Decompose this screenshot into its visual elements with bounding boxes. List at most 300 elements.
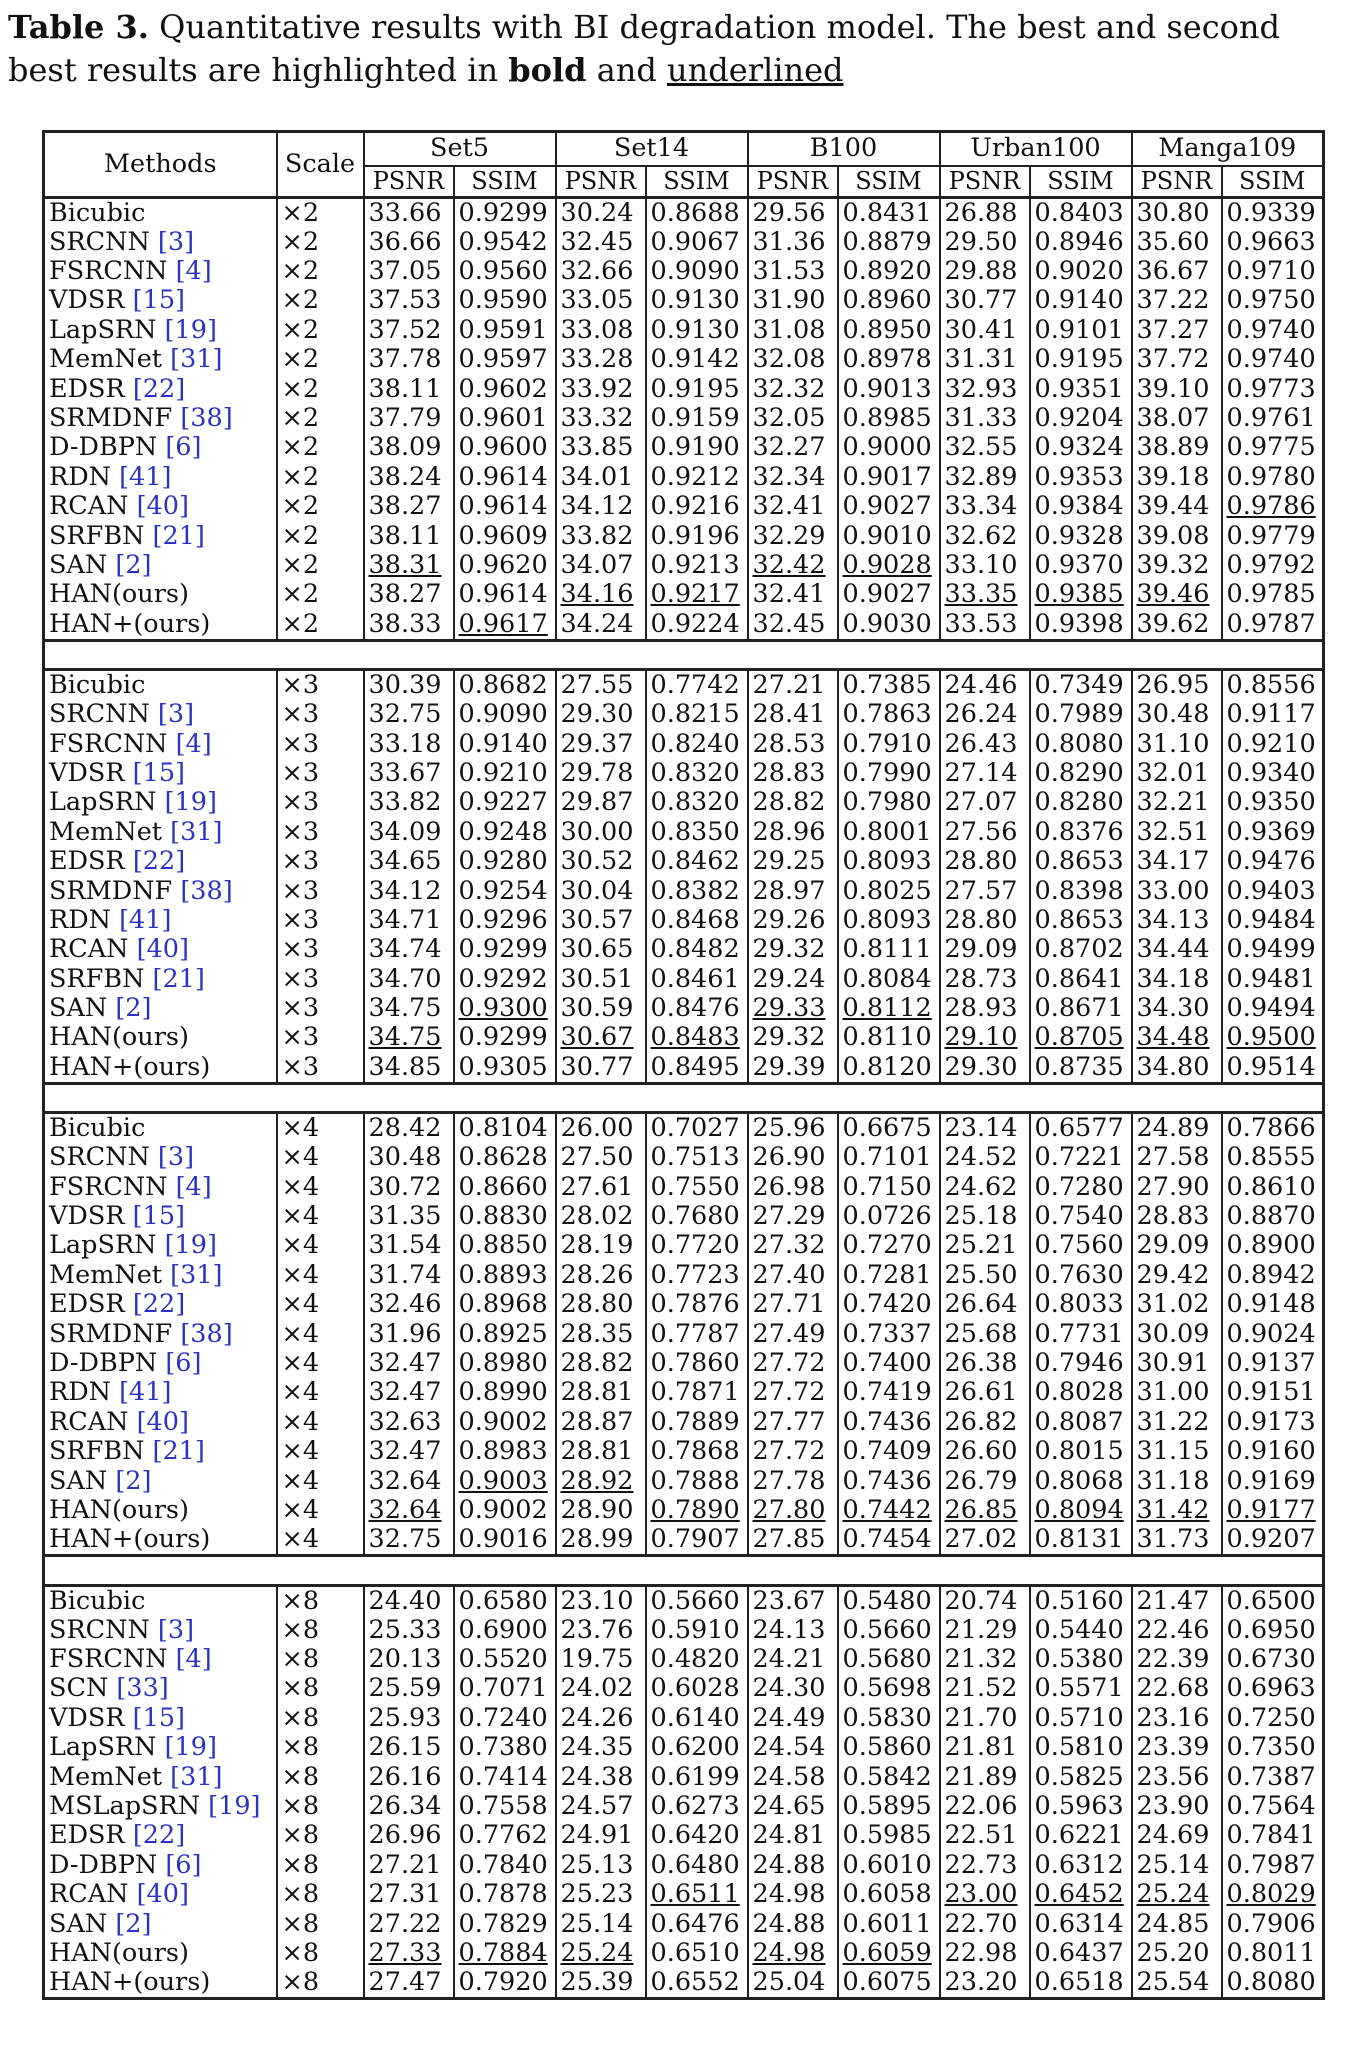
psnr-cell [748, 1113, 838, 1144]
cell-value: 0.7419 [842, 1378, 932, 1408]
psnr-cell [364, 1202, 454, 1231]
ssim-cell [1030, 580, 1132, 609]
cell-value: 0.9210 [458, 758, 548, 788]
method-name: SRMDNF [49, 876, 173, 906]
psnr-cell [940, 1437, 1030, 1466]
psnr-cell [940, 1172, 1030, 1201]
cell-value: 0.9597 [458, 345, 548, 375]
ssim-cell [646, 1909, 748, 1938]
psnr-cell [748, 551, 838, 580]
psnr-cell [748, 1408, 838, 1437]
cell-value: 0.6075 [842, 1968, 932, 1998]
citation-link[interactable]: [3] [157, 227, 195, 257]
psnr-cell [940, 374, 1030, 403]
ssim-cell [454, 1821, 556, 1850]
cell-value: 0.7380 [458, 1733, 548, 1763]
method-name: EDSR [49, 1821, 125, 1851]
cell-value: 31.42 [1136, 1495, 1210, 1525]
ssim-cell [646, 1113, 748, 1144]
cell-value: 21.89 [944, 1762, 1018, 1792]
psnr-cell [940, 1762, 1030, 1791]
cell-value: 24.88 [752, 1909, 826, 1939]
ssim-cell [838, 1349, 940, 1378]
cell-value: 0.5710 [1034, 1703, 1124, 1733]
cell-value: 28.90 [560, 1495, 634, 1525]
cell-value: 0.8641 [1034, 964, 1124, 994]
citation-link[interactable]: [19] [164, 1733, 217, 1763]
cell-value: 0.6312 [1034, 1850, 1124, 1880]
table-row [44, 1023, 1324, 1052]
psnr-cell [748, 935, 838, 964]
ssim-cell [1222, 1645, 1324, 1674]
cell-value: 28.96 [752, 817, 826, 847]
psnr-cell [556, 374, 646, 403]
psnr-cell [748, 700, 838, 729]
ssim-cell [454, 818, 556, 847]
psnr-cell [940, 1968, 1030, 1999]
citation-link[interactable]: [40] [136, 1407, 189, 1437]
ssim-cell [1030, 1053, 1132, 1084]
cell-value: 34.71 [368, 905, 442, 935]
psnr-cell [1132, 1674, 1222, 1703]
method-cell [44, 700, 277, 729]
citation-link[interactable]: [2] [115, 1466, 152, 1496]
psnr-cell [748, 316, 838, 345]
ssim-cell [838, 257, 940, 286]
citation-link[interactable]: [31] [170, 1762, 223, 1792]
citation-link[interactable]: [19] [208, 1791, 261, 1822]
psnr-cell [748, 1585, 838, 1616]
cell-value: 32.34 [752, 462, 826, 492]
cell-value: 0.9499 [1226, 935, 1316, 965]
table-caption [8, 6, 1353, 92]
psnr-cell [556, 1231, 646, 1260]
citation-link[interactable]: [4] [175, 1644, 212, 1675]
scale-cell: ×4 [277, 1172, 364, 1201]
ssim-cell [838, 1466, 940, 1495]
psnr-cell [940, 1113, 1030, 1144]
cell-value: 23.76 [560, 1615, 634, 1645]
psnr-cell [748, 1704, 838, 1733]
spacer-cell [44, 1556, 1324, 1585]
method-cell [44, 492, 277, 521]
cell-value: 0.8462 [650, 846, 740, 877]
citation-link[interactable]: [15] [132, 1703, 185, 1733]
citation-link[interactable]: [41] [119, 1378, 172, 1408]
cell-value: 0.5910 [650, 1615, 740, 1645]
citation-link[interactable]: [15] [132, 1201, 185, 1232]
psnr-cell [1132, 1792, 1222, 1821]
cell-value: 0.9002 [458, 1495, 548, 1525]
ssim-cell [1030, 876, 1132, 905]
cell-value: 0.7400 [842, 1348, 932, 1378]
citation-link[interactable]: [4] [175, 1172, 212, 1202]
citation-link[interactable]: [38] [180, 876, 233, 906]
ssim-cell [646, 1525, 748, 1556]
method-cell [44, 788, 277, 817]
ssim-cell [1222, 1880, 1324, 1909]
cell-value: 0.9130 [650, 286, 740, 316]
ssim-cell [454, 700, 556, 729]
citation-link[interactable]: [31] [170, 817, 223, 847]
cell-value: 0.5480 [842, 1585, 932, 1616]
citation-link[interactable]: [41] [119, 462, 172, 492]
cell-value: 37.52 [368, 315, 442, 345]
cell-value: 0.9027 [842, 580, 932, 610]
method-name: SAN [49, 1466, 108, 1496]
cell-value: 0.5160 [1034, 1585, 1124, 1616]
citation-link[interactable]: [6] [165, 1850, 202, 1880]
ssim-cell [454, 1261, 556, 1290]
cell-value: 27.85 [752, 1525, 826, 1555]
scale-cell: ×4 [277, 1231, 364, 1260]
ssim-cell [1222, 1674, 1324, 1703]
cell-value: 0.6580 [458, 1585, 548, 1616]
table-row [44, 1290, 1324, 1319]
cell-value: 0.7420 [842, 1290, 932, 1320]
citation-link[interactable]: [15] [132, 758, 185, 788]
ssim-cell [1030, 228, 1132, 257]
scale-cell: ×3 [277, 1023, 364, 1052]
cell-value: 0.9740 [1226, 345, 1316, 375]
cell-value: 0.9142 [650, 345, 740, 375]
citation-link[interactable]: [38] [180, 403, 233, 434]
cell-value: 24.88 [752, 1850, 826, 1880]
psnr-cell [748, 1909, 838, 1938]
ssim-cell [646, 876, 748, 905]
cell-value: 30.24 [560, 197, 634, 228]
cell-value: 24.81 [752, 1821, 826, 1851]
psnr-cell [748, 1290, 838, 1319]
scale-cell: ×4 [277, 1408, 364, 1437]
cell-value: 32.01 [1136, 758, 1210, 788]
cell-value: 31.35 [368, 1201, 442, 1232]
cell-value: 0.9403 [1226, 876, 1316, 906]
scale-group [44, 1113, 1324, 1556]
ssim-cell [1222, 1437, 1324, 1466]
method-cell [44, 197, 277, 228]
psnr-cell [1132, 1290, 1222, 1319]
cell-value: 32.47 [368, 1436, 442, 1467]
method-cell [44, 286, 277, 315]
cell-value: 0.9542 [458, 227, 548, 257]
citation-link[interactable]: [21] [152, 964, 205, 994]
cell-value: 33.35 [944, 580, 1018, 610]
ssim-cell [646, 551, 748, 580]
cell-value: 0.9090 [650, 256, 740, 287]
ssim-cell [454, 374, 556, 403]
citation-link[interactable]: [31] [170, 1260, 223, 1290]
psnr-cell [940, 463, 1030, 492]
cell-value: 0.0726 [842, 1201, 932, 1232]
cell-value: 0.9299 [458, 935, 548, 965]
citation-link[interactable]: [6] [165, 433, 202, 463]
cell-value: 0.5440 [1034, 1615, 1124, 1645]
ssim-cell [1222, 1909, 1324, 1938]
citation-link[interactable]: [3] [157, 1615, 195, 1645]
citation-link[interactable]: [41] [119, 905, 172, 935]
cell-value: 0.8628 [458, 1143, 548, 1173]
cell-value: 0.7337 [842, 1319, 932, 1349]
psnr-cell [1132, 404, 1222, 433]
citation-link[interactable]: [33] [116, 1674, 169, 1704]
cell-value: 28.99 [560, 1525, 634, 1555]
cell-value: 32.93 [944, 374, 1018, 404]
citation-link[interactable]: [31] [170, 345, 223, 375]
ssim-cell [1222, 669, 1324, 700]
ssim-cell [838, 964, 940, 993]
cell-value: 0.8111 [842, 935, 932, 965]
ssim-cell [1030, 492, 1132, 521]
method-name: SRFBN [49, 1436, 145, 1467]
scale-cell: ×2 [277, 374, 364, 403]
ssim-cell [838, 1143, 940, 1172]
ssim-cell [838, 551, 940, 580]
method-name: VDSR [49, 758, 125, 788]
cell-value: 0.6950 [1226, 1615, 1316, 1645]
group-spacer [44, 1556, 1324, 1585]
cell-value: 0.6730 [1226, 1644, 1316, 1675]
cell-value: 0.7350 [1226, 1733, 1316, 1763]
ssim-cell [454, 197, 556, 228]
cell-value: 0.7454 [842, 1525, 932, 1555]
cell-value: 0.7863 [842, 699, 932, 730]
psnr-cell [364, 1821, 454, 1850]
cell-value: 0.9224 [650, 609, 740, 639]
cell-value: 27.80 [752, 1495, 826, 1525]
method-name: SRFBN [49, 521, 145, 551]
citation-link[interactable]: [2] [115, 993, 152, 1024]
cell-value: 0.7027 [650, 1113, 740, 1144]
cell-value: 0.9130 [650, 315, 740, 345]
citation-link[interactable]: [40] [136, 935, 189, 965]
cell-value: 23.39 [1136, 1733, 1210, 1763]
cell-value: 32.08 [752, 345, 826, 375]
citation-link[interactable]: [4] [175, 729, 212, 759]
cell-value: 0.7990 [842, 758, 932, 788]
cell-value: 0.9476 [1226, 846, 1316, 877]
psnr-cell [940, 1880, 1030, 1909]
psnr-cell [364, 1023, 454, 1052]
psnr-cell [940, 1290, 1030, 1319]
cell-value: 29.39 [752, 1052, 826, 1082]
cell-value: 32.46 [368, 1290, 442, 1320]
ssim-cell [1222, 345, 1324, 374]
header-dataset-set14: Set14 [556, 132, 748, 166]
spacer-cell [44, 640, 1324, 669]
ssim-cell [454, 1880, 556, 1909]
cell-value: 30.77 [560, 1052, 634, 1082]
ssim-cell [1222, 286, 1324, 315]
cell-value: 32.75 [368, 699, 442, 730]
cell-value: 39.18 [1136, 462, 1210, 492]
cell-value: 0.9614 [458, 580, 548, 610]
citation-link[interactable]: [3] [157, 1143, 195, 1173]
citation-link[interactable]: [22] [132, 1821, 186, 1851]
method-cell [44, 257, 277, 286]
citation-link[interactable]: [19] [164, 315, 217, 345]
cell-value: 27.57 [944, 876, 1018, 906]
psnr-cell [364, 463, 454, 492]
table-row [44, 1939, 1324, 1968]
cell-value: 21.52 [944, 1674, 1018, 1704]
psnr-cell [556, 1909, 646, 1938]
psnr-cell [940, 580, 1030, 609]
ssim-cell [1222, 876, 1324, 905]
citation-link[interactable]: [22] [132, 846, 186, 877]
table-row [44, 197, 1324, 228]
psnr-cell [1132, 729, 1222, 758]
method-cell [44, 1968, 277, 1999]
psnr-cell [556, 729, 646, 758]
cell-value: 29.42 [1136, 1260, 1210, 1290]
citation-link[interactable]: [38] [180, 1319, 233, 1349]
ssim-cell [1030, 345, 1132, 374]
cell-value: 0.8870 [1226, 1201, 1316, 1232]
method-name: HAN+(ours) [49, 609, 211, 639]
ssim-cell [838, 1202, 940, 1231]
cell-value: 26.90 [752, 1143, 826, 1173]
method-name: HAN+(ours) [49, 1968, 211, 1998]
cell-value: 34.75 [368, 993, 442, 1024]
cell-value: 31.02 [1136, 1290, 1210, 1320]
ssim-cell [454, 1496, 556, 1525]
ssim-cell [1222, 1821, 1324, 1850]
ssim-cell [454, 1231, 556, 1260]
citation-link[interactable]: [22] [132, 1290, 186, 1320]
cell-value: 0.5660 [842, 1615, 932, 1645]
psnr-cell [556, 964, 646, 993]
psnr-cell [556, 1319, 646, 1348]
cell-value: 25.20 [1136, 1938, 1210, 1968]
psnr-cell [940, 492, 1030, 521]
ssim-cell [454, 1704, 556, 1733]
cell-value: 38.07 [1136, 403, 1210, 434]
table-row [44, 1496, 1324, 1525]
ssim-cell [646, 610, 748, 641]
cell-value: 0.8850 [458, 1231, 548, 1261]
psnr-cell [940, 1645, 1030, 1674]
citation-link[interactable]: [6] [165, 1348, 202, 1378]
psnr-cell [940, 404, 1030, 433]
psnr-cell [940, 1319, 1030, 1348]
psnr-cell [748, 580, 838, 609]
header-dataset-urban100: Urban100 [940, 132, 1132, 166]
psnr-cell [364, 316, 454, 345]
cell-value: 30.04 [560, 876, 634, 906]
citation-link[interactable]: [40] [136, 1880, 189, 1910]
method-name: MemNet [49, 345, 163, 375]
cell-value: 0.8094 [1034, 1495, 1124, 1525]
ssim-cell [646, 1674, 748, 1703]
cell-value: 0.9028 [842, 550, 932, 580]
cell-value: 26.61 [944, 1378, 1018, 1408]
ssim-cell [838, 492, 940, 521]
cell-value: 0.9369 [1226, 817, 1316, 847]
ssim-cell [1030, 257, 1132, 286]
psnr-cell [940, 759, 1030, 788]
ssim-cell [646, 818, 748, 847]
psnr-cell [748, 521, 838, 550]
cell-value: 0.6480 [650, 1850, 740, 1880]
psnr-cell [1132, 1909, 1222, 1938]
citation-link[interactable]: [15] [132, 286, 185, 316]
cell-value: 0.6314 [1034, 1909, 1124, 1939]
ssim-cell [1222, 580, 1324, 609]
header-psnr: PSNR [556, 166, 646, 198]
table-row [44, 759, 1324, 788]
ssim-cell [838, 1674, 940, 1703]
ssim-cell [838, 1290, 940, 1319]
ssim-cell [454, 1349, 556, 1378]
ssim-cell [1030, 1704, 1132, 1733]
citation-link[interactable]: [21] [152, 1436, 205, 1467]
cell-value: 31.54 [368, 1231, 442, 1261]
method-cell [44, 1585, 277, 1616]
ssim-cell [1030, 1821, 1132, 1850]
cell-value: 0.9761 [1226, 403, 1316, 434]
cell-value: 0.9196 [650, 521, 740, 551]
cell-value: 0.9090 [458, 699, 548, 730]
citation-link[interactable]: [22] [132, 374, 186, 404]
ssim-cell [454, 1466, 556, 1495]
method-cell [44, 1290, 277, 1319]
citation-link[interactable]: [3] [157, 699, 195, 730]
citation-link[interactable]: [19] [164, 788, 217, 818]
psnr-cell [556, 1261, 646, 1290]
psnr-cell [364, 1762, 454, 1791]
psnr-cell [748, 1616, 838, 1645]
cell-value: 30.57 [560, 905, 634, 935]
cell-value: 0.7540 [1034, 1201, 1124, 1232]
cell-value: 38.89 [1136, 433, 1210, 463]
ssim-cell [1030, 1968, 1132, 1999]
ssim-cell [1222, 935, 1324, 964]
citation-link[interactable]: [2] [115, 550, 152, 580]
citation-link[interactable]: [40] [136, 492, 189, 522]
cell-value: 0.6552 [650, 1968, 740, 1998]
ssim-cell [1222, 1290, 1324, 1319]
cell-value: 30.72 [368, 1172, 442, 1202]
ssim-cell [646, 463, 748, 492]
citation-link[interactable]: [4] [175, 256, 212, 287]
psnr-cell [1132, 1172, 1222, 1201]
cell-value: 0.7349 [1034, 669, 1124, 700]
psnr-cell [364, 1113, 454, 1144]
ssim-cell [646, 1290, 748, 1319]
citation-link[interactable]: [19] [164, 1231, 217, 1261]
citation-link[interactable]: [2] [115, 1909, 152, 1939]
table-header [44, 132, 1324, 198]
psnr-cell [1132, 316, 1222, 345]
ssim-cell [1222, 228, 1324, 257]
ssim-cell [838, 1113, 940, 1144]
table-row [44, 228, 1324, 257]
cell-value: 0.8468 [650, 905, 740, 935]
cell-value: 0.7946 [1034, 1348, 1124, 1378]
cell-value: 28.41 [752, 699, 826, 730]
ssim-cell [1222, 1466, 1324, 1495]
cell-value: 37.53 [368, 286, 442, 316]
cell-value: 31.18 [1136, 1466, 1210, 1496]
psnr-cell [556, 935, 646, 964]
scale-cell: ×3 [277, 729, 364, 758]
psnr-cell [364, 759, 454, 788]
psnr-cell [748, 463, 838, 492]
cell-value: 38.24 [368, 462, 442, 492]
citation-link[interactable]: [21] [152, 521, 205, 551]
cell-value: 29.33 [752, 993, 826, 1024]
